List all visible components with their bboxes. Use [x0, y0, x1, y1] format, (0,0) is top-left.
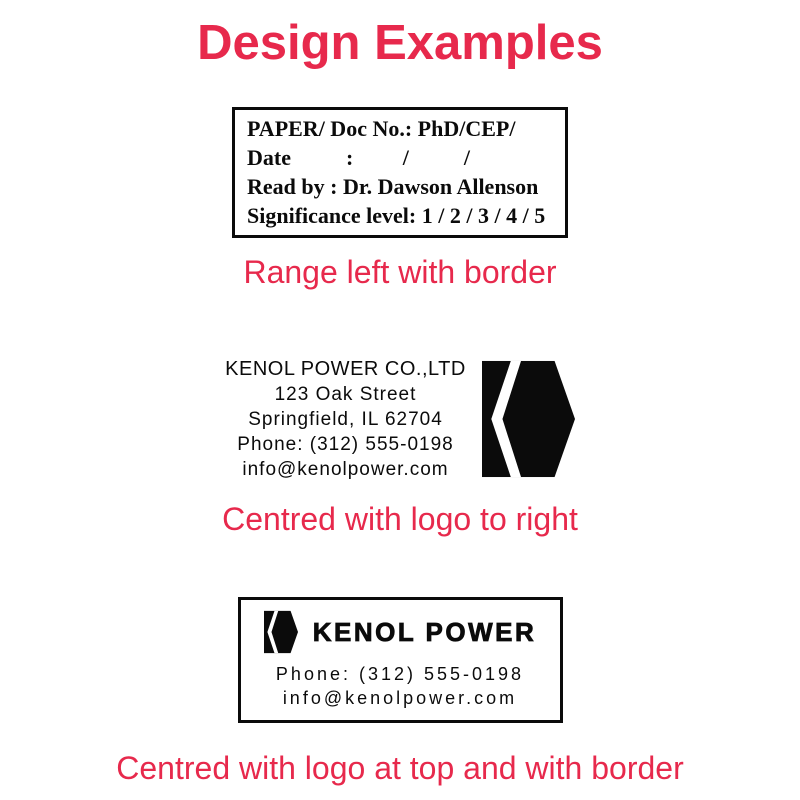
email-line: info@kenolpower.com	[282, 688, 518, 708]
phone-line: Phone: (312) 555-0198	[237, 433, 454, 455]
caption-logo-right: Centred with logo to right	[222, 501, 578, 537]
phone-line: Phone: (312) 555-0198	[275, 664, 525, 684]
email-line: info@kenolpower.com	[242, 458, 449, 480]
stamp-centred-logo-right	[0, 355, 800, 483]
company-name: KENOL POWER	[312, 616, 537, 647]
caption-range-left: Range left with border	[243, 254, 557, 290]
stamp3-header-row	[241, 610, 560, 654]
stamp1-significance-line: Significance level: 1 / 2 / 3 / 4 / 5	[247, 203, 546, 228]
page-title: Design Examples	[197, 16, 603, 70]
kenol-k-logo	[264, 610, 298, 654]
stamp1-date-line: Date : / /	[247, 145, 471, 170]
kenol-k-logo	[482, 355, 575, 483]
caption-logo-top-border: Centred with logo at top and with border	[116, 750, 684, 786]
address-line-2: Springfield, IL 62704	[248, 408, 443, 430]
address-line-1: 123 Oak Street	[274, 383, 417, 405]
stamp1-read-by-line: Read by : Dr. Dawson Allenson	[247, 174, 539, 199]
stamp-range-left-with-border	[232, 107, 568, 238]
company-name: KENOL POWER CO.,LTD	[225, 357, 466, 380]
stamp2-text-block	[225, 357, 466, 482]
stamp1-doc-line: PAPER/ Doc No.: PhD/CEP/	[247, 116, 516, 141]
stamp-centred-logo-top-border	[238, 597, 563, 723]
